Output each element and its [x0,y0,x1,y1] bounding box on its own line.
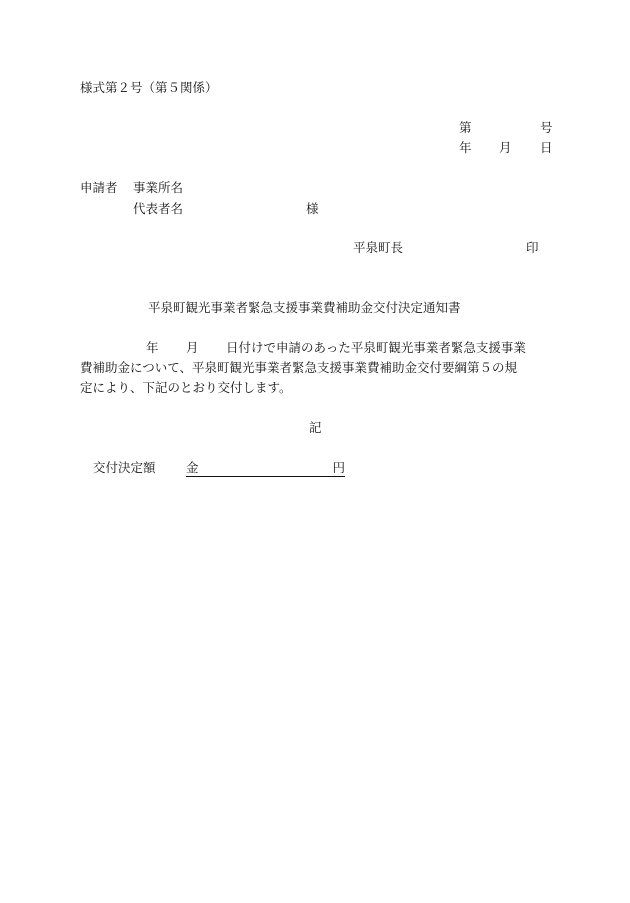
amount-label: 交付決定額 [93,460,156,475]
amount-prefix: 金 [186,460,199,475]
body-line2: 費補助金について、平泉町観光事業者緊急支援事業費補助金交付要綱第５の規 [80,360,518,375]
doc-number-prefix: 第 [459,120,472,135]
date-month: 月 [499,140,512,155]
body-year: 年 [146,340,159,355]
amount-suffix: 円 [332,460,345,475]
form-label: 様式第２号（第５関係） [80,80,218,95]
body-line3: 定により、下記のとおり交付します。 [80,380,292,395]
body-month: 月 [186,340,199,355]
office-name-label: 事業所名 [133,180,184,195]
representative-label: 代表者名 [133,201,184,216]
amount-field [186,462,345,477]
applicant-label: 申請者 [80,180,118,195]
body-line1: 日付けで申請のあった平泉町観光事業者緊急支援事業 [226,340,526,355]
issuer-name: 平泉町長 [353,240,404,255]
ki-marker: 記 [309,420,322,435]
seal-mark: 印 [526,240,539,255]
document-title: 平泉町観光事業者緊急支援事業費補助金交付決定通知書 [148,300,461,315]
honorific: 様 [306,201,319,216]
doc-number-suffix: 号 [540,120,553,135]
date-day: 日 [540,140,553,155]
date-year: 年 [459,140,472,155]
